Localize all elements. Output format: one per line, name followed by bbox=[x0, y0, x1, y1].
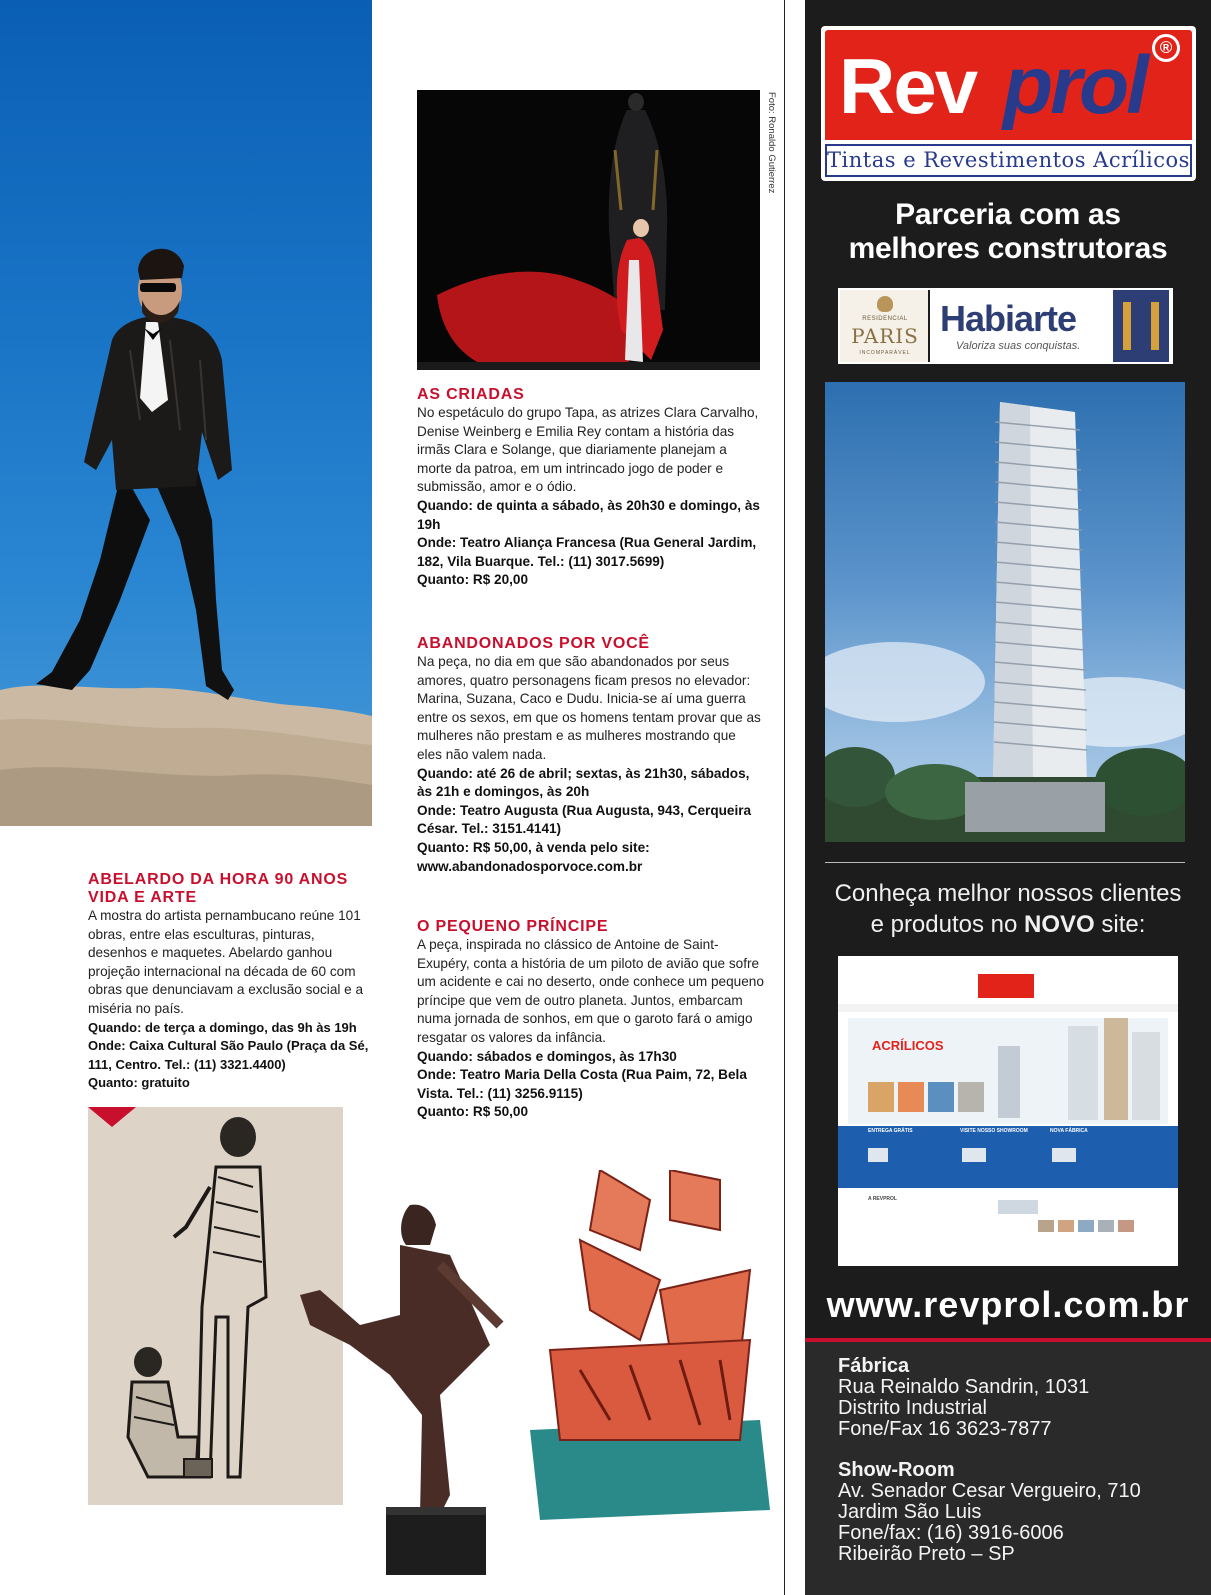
photo-credit-text: Foto: Ronaldo Gutierrez bbox=[766, 92, 777, 194]
article-where: Onde: Teatro Maria Della Costa (Rua Paim, 72, Bela Vista. Tel.: (11) 3256.9115) bbox=[417, 1067, 747, 1101]
logo-red-panel bbox=[825, 30, 1192, 140]
website-illustration bbox=[838, 956, 1178, 1266]
ad-website-url: www.revprol.com.br bbox=[826, 1284, 1190, 1325]
showroom-line: Ribeirão Preto – SP bbox=[838, 1543, 1015, 1565]
theater-photo-as-criadas bbox=[417, 90, 760, 370]
photo-credit bbox=[765, 92, 779, 212]
revprol-advertisement bbox=[805, 0, 1211, 1595]
article-price: Quanto: gratuito bbox=[88, 1075, 190, 1091]
ad-headline bbox=[805, 198, 1211, 266]
ad-cta-emphasis: NOVO bbox=[1024, 911, 1095, 938]
article-body: No espetáculo do grupo Tapa, as atrizes Clara Carvalho, Denise Weinberg e Emilia Rey contam a história das irmãs Clara e Solange, que diariamente planejam a morte da patroa, em um intrincado jogo de poder e submissão, amor e o ódio. bbox=[417, 405, 759, 495]
showroom-address bbox=[838, 1460, 1141, 1565]
factory-line: Fone/Fax 16 3623-7877 bbox=[838, 1418, 1052, 1440]
article-when: Quando: até 26 de abril; sextas, às 21h30, sábados, às 21h e domingos, às 20h bbox=[417, 765, 750, 800]
article-price: Quanto: R$ 20,00 bbox=[417, 572, 529, 588]
article-body: A peça, inspirada no clássico de Antoine de Saint-Exupéry, conta a história de um piloto de avião que sofre um acidente e cai no deserto, onde conhece um pequeno príncipe que vem de outro planeta. Juntos, embarcam numa jornada de sonhos, em que o garoto fará o amigo resgatar os valores da infância. bbox=[417, 937, 764, 1045]
site-thumb-col3: NOVA FÁBRICA bbox=[1050, 1128, 1088, 1134]
showroom-line: Fone/fax: (16) 3916-6006 bbox=[838, 1522, 1064, 1544]
showroom-title: Show-Room bbox=[838, 1459, 955, 1481]
logo-text-prol: prol bbox=[1003, 40, 1146, 131]
artwork-sculpture bbox=[290, 1195, 530, 1580]
partner-habiarte-logo bbox=[936, 290, 1171, 362]
article-o-pequeno-principe bbox=[417, 918, 767, 1122]
column-divider bbox=[784, 0, 785, 1595]
site-thumb-hero: ACRÍLICOS bbox=[872, 1038, 944, 1053]
showroom-line: Av. Senador Cesar Vergueiro, 710 bbox=[838, 1480, 1141, 1502]
tower-illustration bbox=[825, 382, 1185, 842]
site-thumb-col1: ENTREGA GRÁTIS bbox=[868, 1128, 913, 1134]
article-when: Quando: de quinta a sábado, às 20h30 e domingo, às 19h bbox=[417, 497, 760, 532]
habiarte-h-icon bbox=[1113, 290, 1169, 362]
ad-cta-part: e produtos no bbox=[870, 911, 1025, 938]
revprol-logo bbox=[821, 26, 1196, 181]
factory-address bbox=[838, 1356, 1089, 1440]
article-where: Onde: Teatro Augusta (Rua Augusta, 943, Cerqueira César. Tel.: 3151.4141) bbox=[417, 802, 752, 837]
factory-title: Fábrica bbox=[838, 1355, 910, 1377]
artwork-painting bbox=[520, 1170, 770, 1530]
article-title: ABANDONADOS POR VOCÊ bbox=[417, 635, 650, 652]
ad-headline-line2: melhores construtoras bbox=[848, 232, 1168, 265]
partner-paris-sub: INCOMPARÁVEL bbox=[859, 350, 911, 356]
article-where: Onde: Caixa Cultural São Paulo (Praça da Sé, 111, Centro. Tel.: (11) 3321.4400) bbox=[88, 1038, 369, 1072]
partner-paris-logo bbox=[840, 290, 930, 362]
partner-paris-top: RESIDENCIAL bbox=[862, 316, 908, 322]
article-as-criadas bbox=[417, 386, 762, 590]
ad-separator bbox=[825, 862, 1185, 863]
article-price: Quanto: R$ 50,00, à venda pelo site: www.abandonadosporvoce.com.br bbox=[417, 839, 650, 874]
section-marker-icon bbox=[88, 1107, 136, 1127]
article-title: ABELARDO DA HORA 90 ANOS VIDA E ARTE bbox=[88, 871, 349, 906]
hero-illustration bbox=[0, 0, 372, 826]
showroom-line: Jardim São Luis bbox=[838, 1501, 982, 1523]
theater-illustration bbox=[417, 90, 760, 370]
logo-tagline: Tintas e Revestimentos Acrílicos bbox=[825, 144, 1192, 177]
ad-headline-line1: Parceria com as bbox=[895, 198, 1121, 231]
partner-logos bbox=[838, 288, 1173, 364]
hero-photo-man-on-rock bbox=[0, 0, 372, 826]
partner-habiarte-slogan: Valoriza suas conquistas. bbox=[956, 340, 1081, 352]
factory-line: Distrito Industrial bbox=[838, 1397, 987, 1419]
article-title: AS CRIADAS bbox=[417, 386, 525, 403]
ad-cta-line1: Conheça melhor nossos clientes bbox=[834, 880, 1182, 907]
building-render bbox=[825, 382, 1185, 842]
factory-line: Rua Reinaldo Sandrin, 1031 bbox=[838, 1376, 1090, 1398]
article-body: A mostra do artista pernambucano reúne 101 obras, entre elas esculturas, pinturas, desenhos e maquetes. Abelardo ganhou projeção internacional na década de 60 com obras que denunciavam a exclusão social e a miséria no país. bbox=[88, 908, 364, 1016]
crest-icon bbox=[877, 296, 893, 312]
article-abelardo-da-hora bbox=[88, 871, 373, 1093]
partner-paris-name: PARIS bbox=[851, 324, 919, 348]
logo-text-rev: Rev bbox=[839, 42, 977, 130]
site-thumb-about: A REVPROL bbox=[868, 1196, 897, 1202]
ad-contact-panel bbox=[805, 1338, 1211, 1595]
article-when: Quando: de terça a domingo, das 9h às 19h bbox=[88, 1019, 357, 1035]
registered-icon: ® bbox=[1152, 34, 1180, 62]
site-thumb-col2: VISITE NOSSO SHOWROOM bbox=[960, 1128, 1028, 1134]
article-where: Onde: Teatro Aliança Francesa (Rua General Jardim, 182, Vila Buarque. Tel.: (11) 3017.5699) bbox=[417, 535, 757, 569]
ad-cta bbox=[805, 878, 1211, 940]
article-title: O PEQUENO PRÍNCIPE bbox=[417, 918, 609, 935]
article-body: Na peça, no dia em que são abandonados por seus amores, quatro personagens ficam presos no elevador: Marina, Suzana, Caco e Dudu. Inicia-se aí uma guerra entre os sexos, em que os homens tentam provar que as mulheres não prestam e as mulheres mostrando que eles não valem nada. bbox=[417, 654, 761, 762]
ad-cta-part: site: bbox=[1094, 911, 1146, 938]
partner-habiarte-name: Habiarte bbox=[940, 298, 1077, 339]
website-screenshot bbox=[838, 956, 1178, 1266]
ad-cta-line2 bbox=[805, 909, 1211, 940]
sculpture-illustration bbox=[290, 1195, 530, 1580]
article-when: Quando: sábados e domingos, às 17h30 bbox=[417, 1048, 677, 1064]
painting-illustration bbox=[520, 1170, 770, 1530]
article-price: Quanto: R$ 50,00 bbox=[417, 1104, 529, 1120]
article-abandonados-por-voce bbox=[417, 635, 762, 876]
